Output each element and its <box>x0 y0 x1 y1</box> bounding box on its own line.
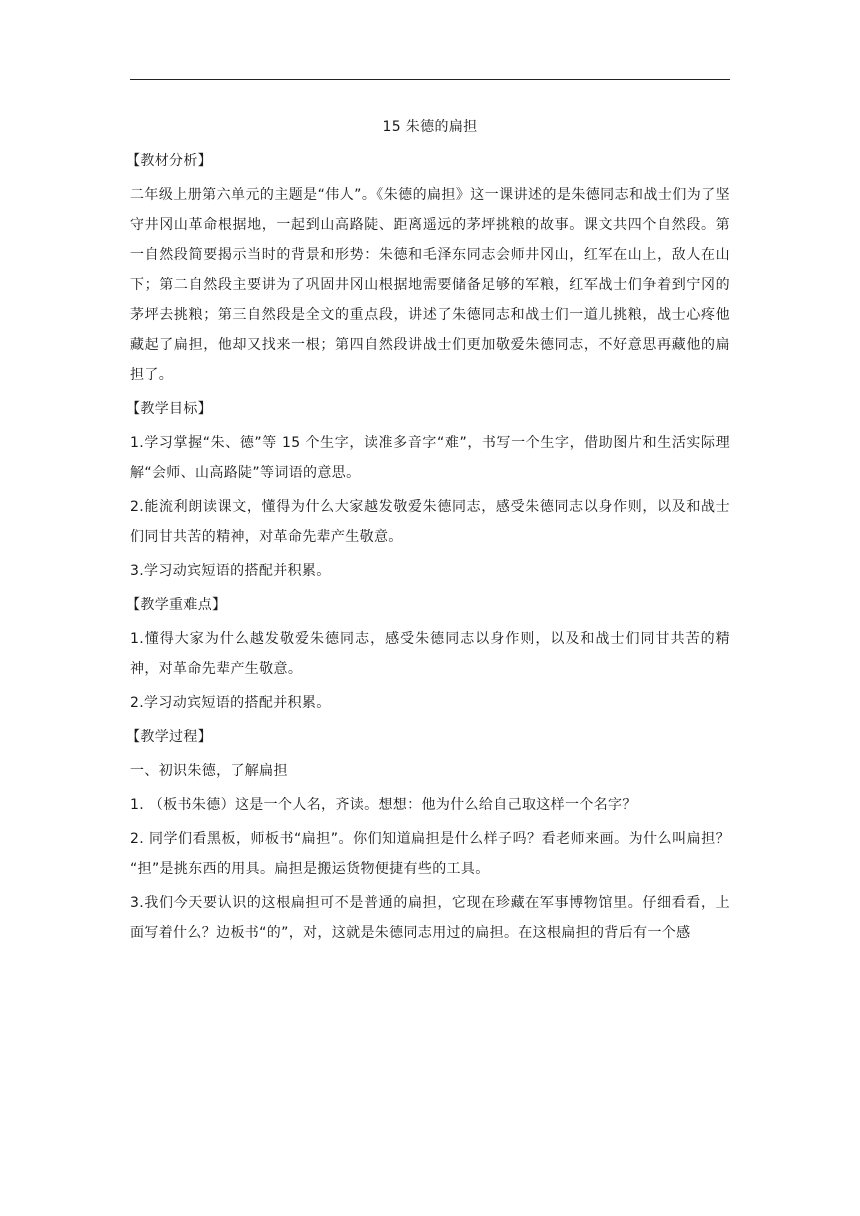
section-heading-objectives: 【教学目标】 <box>126 401 213 417</box>
document-title: 15 朱德的扁担 <box>382 119 478 135</box>
document-body <box>126 112 730 952</box>
paragraph: 二年级上册第六单元的主题是“伟人”。《朱德的扁担》这一课讲述的是朱德同志和战士们为了坚守井冈山革命根据地，一起到山高路陡、距离遥远的茅坪挑粮的故事。课文共四个自然段。第一自然段简要揭示当时的背景和形势：朱德和毛泽东同志会师井冈山，红军在山上，敌人在山下；第二自然段主要讲为了巩固井冈山根据地需要储备足够的军粮，红军战士们争着到宁冈的茅坪去挑粮；第三自然段是全文的重点段，讲述了朱德同志和战士们一道儿挑粮，战士心疼他藏起了扁担，他却又找来一根；第四自然段讲战士们更加敬爱朱德同志，不好意思再藏他的扁担了。 <box>130 187 730 383</box>
paragraph: 1.学习掌握“朱、德”等 15 个生字，读准多音字“难”，书写一个生字，借助图片和生活实际理解“会师、山高路陡”等词语的意思。 <box>130 435 730 481</box>
paragraph: 2. 同学们看黑板，师板书“扁担”。你们知道扁担是什么样子吗？看老师来画。为什么叫扁担？ “担”是挑东西的用具。扁担是搬运货物便捷有些的工具。 <box>130 831 730 877</box>
paragraph: 1.懂得大家为什么越发敬爱朱德同志，感受朱德同志以身作则，以及和战士们同甘共苦的精神，对革命先辈产生敬意。 <box>130 631 730 677</box>
paragraph: 3.学习动宾短语的搭配并积累。 <box>130 563 331 579</box>
section-heading-analysis: 【教材分析】 <box>126 153 213 169</box>
section-heading-process: 【教学过程】 <box>126 729 213 745</box>
paragraph: 2.能流利朗读课文，懂得为什么大家越发敬爱朱德同志，感受朱德同志以身作则，以及和战士们同甘共苦的精神，对革命先辈产生敬意。 <box>130 499 730 545</box>
section-heading-key-points: 【教学重难点】 <box>126 597 227 613</box>
paragraph: 3.我们今天要认识的这根扁担可不是普通的扁担，它现在珍藏在军事博物馆里。仔细看看，上面写着什么？边板书“的”，对，这就是朱德同志用过的扁担。在这根扁担的背后有一个感 <box>130 895 730 941</box>
paragraph: 2.学习动宾短语的搭配并积累。 <box>130 695 331 711</box>
paragraph: 1. （板书朱德）这是一个人名，齐读。想想：他为什么给自己取这样一个名字？ <box>130 797 637 813</box>
subsection-heading: 一、初识朱德，了解扁担 <box>130 763 288 779</box>
header-rule <box>130 79 730 80</box>
